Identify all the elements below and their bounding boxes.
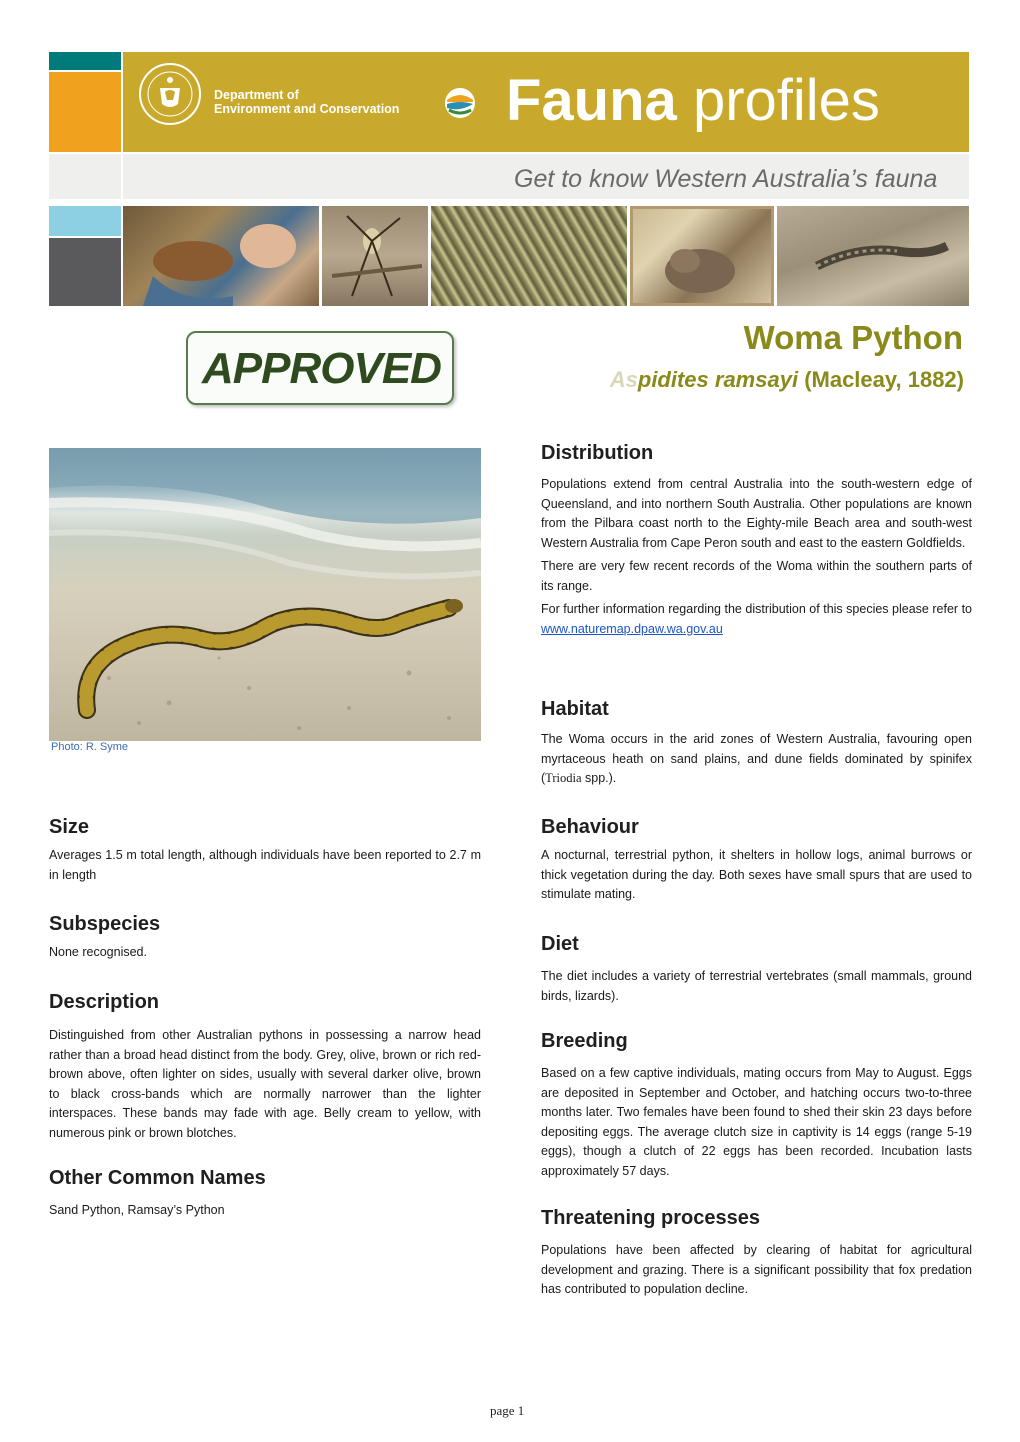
habitat-text-end: spp.). xyxy=(581,771,617,785)
title-bold: Fauna xyxy=(506,68,677,133)
approved-stamp xyxy=(186,331,454,405)
distribution-text-3 xyxy=(541,600,972,639)
size-heading: Size xyxy=(49,816,90,838)
sci-name-authority: (Macleay, 1882) xyxy=(804,367,964,392)
habitat-genus: Triodia xyxy=(545,771,582,785)
accent-square-teal xyxy=(49,52,121,70)
distribution-heading: Distribution xyxy=(541,442,654,464)
thumbnail-lizard-photo xyxy=(777,206,969,306)
habitat-text xyxy=(541,730,972,789)
distribution-text-1: Populations extend from central Australia into the south-western edge of Queensland, and into northern South Australia. Other populations are known from the Pilbara coast north to the Eighty-mile Beach area and south-west Western Australia from Cape Peron south and east to the eastern Goldfields. xyxy=(541,477,972,550)
section-size xyxy=(49,816,481,885)
thumbnail-bandicoot-photo xyxy=(630,206,774,306)
section-diet xyxy=(541,933,972,1006)
department-line1: Department of xyxy=(214,88,299,102)
thumbnail-spider-photo xyxy=(322,206,428,306)
behaviour-heading: Behaviour xyxy=(541,816,639,838)
tagline: Get to know Western Australia’s fauna xyxy=(514,165,938,193)
section-other-names xyxy=(49,1167,481,1221)
size-text: Averages 1.5 m total length, although individuals have been reported to 2.7 m in length xyxy=(49,848,481,882)
diet-text: The diet includes a variety of terrestrial vertebrates (small mammals, ground birds, lizards). xyxy=(541,969,972,1003)
fauna-profiles-title xyxy=(506,66,880,136)
section-behaviour xyxy=(541,816,972,905)
naturemap-link[interactable]: www.naturemap.dpaw.wa.gov.au xyxy=(541,621,723,636)
section-threats xyxy=(541,1207,972,1300)
description-text: Distinguished from other Australian pythons in possessing a narrow head rather than a broad head distinct from the body. Grey, olive, brown or rich red-brown above, often lighter on sides, usually with several darker olive, brown to black cross-bands which are normally narrower than the lighter interspaces. These bands may fade with age. Belly cream to yellow, with numerous pink or brown blotches. xyxy=(49,1028,481,1140)
section-habitat xyxy=(541,698,972,789)
other-names-heading: Other Common Names xyxy=(49,1167,266,1189)
habitat-text-main: The Woma occurs in the arid zones of Western Australia, favouring open myrtaceous heath on sand plains, and dune fields dominated by spinifex ( xyxy=(541,732,972,785)
page-number: page 1 xyxy=(490,1403,525,1418)
approved-stamp-label: APPROVED xyxy=(202,344,441,393)
photo-credit: Photo: R. Syme xyxy=(51,741,129,753)
department-line2: Environment and Conservation xyxy=(214,102,400,116)
distribution-text-2: There are very few recent records of the Woma within the southern parts of its range. xyxy=(541,559,972,593)
behaviour-text: A nocturnal, terrestrial python, it shelters in hollow logs, animal burrows or thick vegetation during the day. Both sexes have small spurs that are used to stimulate mating. xyxy=(541,848,972,901)
title-light: profiles xyxy=(692,68,880,133)
species-scientific-line xyxy=(610,364,964,396)
distribution-ref-text: For further information regarding the distribution of this species please refer to xyxy=(541,602,972,616)
diet-heading: Diet xyxy=(541,933,579,955)
government-crest-icon xyxy=(138,62,202,126)
department-name xyxy=(214,88,399,116)
sci-name-genus-species: pidites ramsayi xyxy=(637,367,799,392)
dec-logo-icon xyxy=(443,86,477,120)
section-subspecies xyxy=(49,913,481,963)
thumbnail-numbat-photo xyxy=(123,206,319,306)
species-common-name: Woma Python xyxy=(743,319,963,356)
habitat-heading: Habitat xyxy=(541,698,609,720)
accent-square-orange xyxy=(49,72,121,152)
breeding-text: Based on a few captive individuals, mating occurs from May to August. Eggs are deposited in September and October, and hatching occurs two-to-three months later. Two females have been found to shed their skin 23 days before depositing eggs. The average clutch size in captivity is 14 eggs (range 5-19 eggs), though a clutch of 22 eggs has been recorded. Incubation lasts approximately 57 days. xyxy=(541,1066,972,1178)
threats-heading: Threatening processes xyxy=(541,1207,760,1229)
breeding-heading: Breeding xyxy=(541,1030,628,1052)
accent-square-light xyxy=(49,154,121,199)
section-distribution xyxy=(541,442,972,639)
accent-square-grey xyxy=(49,238,121,306)
accent-square-lightblue xyxy=(49,206,121,236)
section-breeding xyxy=(541,1030,972,1181)
header-banner xyxy=(0,0,1020,310)
subspecies-heading: Subspecies xyxy=(49,913,161,935)
thumbnail-echidna-photo xyxy=(431,206,627,306)
sci-name-prefix: As xyxy=(609,367,638,392)
description-heading: Description xyxy=(49,991,160,1013)
other-names-text: Sand Python, Ramsay’s Python xyxy=(49,1203,225,1217)
section-description xyxy=(49,991,481,1143)
threats-text: Populations have been affected by clearing of habitat for agricultural development and grazing. There is a significant possibility that fox predation has contributed to population decline. xyxy=(541,1243,972,1296)
subspecies-text: None recognised. xyxy=(49,945,147,959)
woma-python-photo xyxy=(49,448,481,741)
